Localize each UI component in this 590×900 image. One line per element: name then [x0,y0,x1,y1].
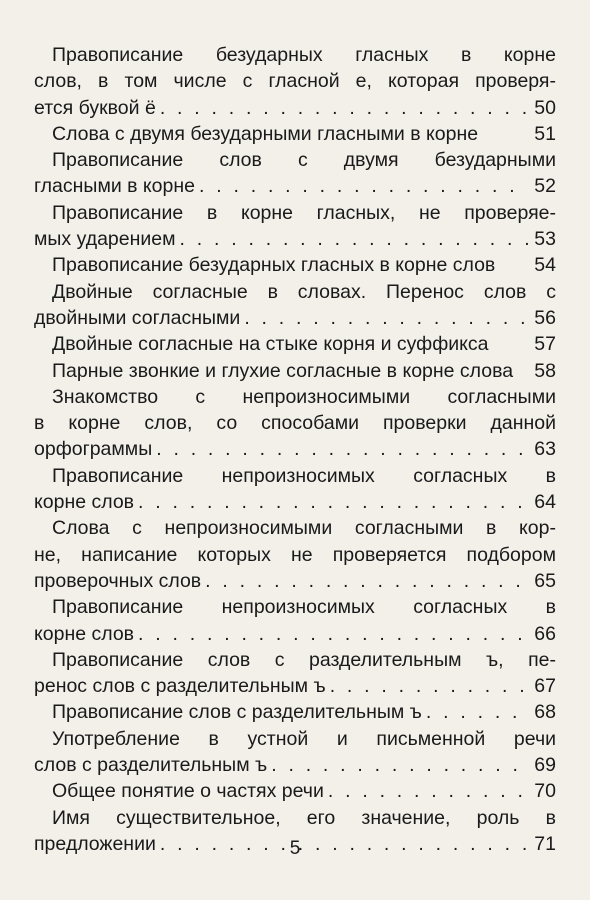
toc-entry-title: Правописание слов с разделительным ъ [52,701,422,724]
toc-entry [34,515,556,594]
dot-leader [271,752,528,778]
toc-entry-page: 71 [534,832,556,855]
toc-entry [34,726,556,779]
dot-leader [328,778,528,804]
toc-entry-title: Двойные согласные на стыке корня и суффикса [52,333,489,356]
toc-entry [34,358,556,384]
table-of-contents [34,42,556,857]
toc-entry [34,331,556,357]
toc-entry-title: Правописание безударных гласных в корне слов [52,254,496,277]
toc-entry [34,279,556,332]
toc-entry-title: мых ударением [34,228,176,251]
dot-leader [244,305,528,331]
toc-entry-title: слов с разделительным ъ [34,754,268,777]
toc-entry [34,121,556,147]
toc-entry-page: 65 [534,569,556,592]
toc-entry-page: 57 [534,333,556,356]
toc-entry-page: 68 [534,701,556,724]
toc-entry-last-line [34,489,556,515]
dot-leader [330,673,529,699]
toc-entry-page: 51 [534,122,556,145]
toc-entry-last-line [34,568,556,594]
toc-entry-last-line [34,305,556,331]
toc-entry-page: 64 [534,491,556,514]
toc-entry-title: гласными в корне [34,175,195,198]
toc-entry-last-line [34,778,556,804]
toc-entry-line: Двойные согласные в словах. Перенос слов с [52,280,556,303]
toc-entry-last-line [34,699,556,725]
toc-entry-line: слов, в том числе с гласной е, которая проверя- [34,70,556,93]
toc-entry-line: Правописание слов с разделительным ъ, пе- [52,648,556,671]
toc-entry-title: Общее понятие о частях речи [52,780,324,803]
page-number: 5 [289,838,301,859]
toc-entry-title: проверочных слов [34,569,202,592]
toc-entry-page: 70 [534,780,556,803]
toc-entry-page: 63 [534,438,556,461]
toc-entry-title: корне слов [34,491,135,514]
toc-entry-title: двойными согласными [34,306,241,329]
dot-leader [160,95,528,121]
toc-entry-last-line [34,331,556,357]
toc-entry-last-line [34,436,556,462]
toc-entry-last-line [34,226,556,252]
toc-entry [34,699,556,725]
toc-entry-title: Парные звонкие и глухие согласные в корне слова [52,359,514,382]
dot-leader [138,621,528,647]
toc-entry-page: 66 [534,622,556,645]
toc-entry-page: 67 [534,675,556,698]
toc-entry-last-line [34,121,556,147]
toc-entry-last-line [34,173,556,199]
toc-entry-title: ренос слов с разделительным ъ [34,675,326,698]
toc-entry-line: Правописание в корне гласных, не проверяе- [52,201,556,224]
toc-entry-last-line [34,621,556,647]
toc-entry-line: Слова с непроизносимыми согласными в кор- [52,517,556,540]
dot-leader [138,489,528,515]
toc-entry-title: предложении [34,832,156,855]
toc-entry-line: Правописание непроизносимых согласных в [52,596,556,619]
toc-entry-page: 56 [534,306,556,329]
toc-entry-last-line [34,252,556,278]
toc-entry [34,594,556,647]
toc-entry [34,384,556,463]
toc-entry [34,200,556,253]
toc-entry-line: в корне слов, со способами проверки данной [34,412,556,435]
toc-entry-page: 54 [534,254,556,277]
toc-entry [34,42,556,121]
toc-entry-line: Правописание слов с двумя безударными [52,149,556,172]
toc-entry [34,778,556,804]
toc-entry-line: Употребление в устной и письменной речи [52,727,556,750]
toc-entry-page: 52 [534,175,556,198]
toc-entry-page: 53 [534,228,556,251]
toc-entry-last-line [34,752,556,778]
toc-entry [34,647,556,700]
dot-leader [180,226,529,252]
toc-entry [34,463,556,516]
toc-entry-line: Имя существительное, его значение, роль в [52,806,556,829]
toc-entry [34,252,556,278]
toc-entry-last-line [34,358,556,384]
toc-entry-line: Правописание безударных гласных в корне [52,44,556,66]
toc-entry-line: Знакомство с непроизносимыми согласными [52,385,556,408]
toc-entry-last-line [34,673,556,699]
toc-entry-title: корне слов [34,622,135,645]
dot-leader [156,436,528,462]
toc-entry-page: 69 [534,754,556,777]
toc-entry-page: 58 [534,359,556,382]
toc-entry-title: ется буквой ё [34,96,156,119]
dot-leader [205,568,528,594]
toc-entry-title: орфограммы [34,438,153,461]
dot-leader [199,173,528,199]
toc-entry-line: Правописание непроизносимых согласных в [52,464,556,487]
toc-entry-page: 50 [534,96,556,119]
toc-entry [34,147,556,200]
toc-entry-title: Слова с двумя безударными гласными в корне [52,122,479,145]
toc-entry-line: не, написание которых не проверяется подбором [34,543,556,566]
dot-leader [426,699,528,725]
toc-entry-last-line [34,95,556,121]
